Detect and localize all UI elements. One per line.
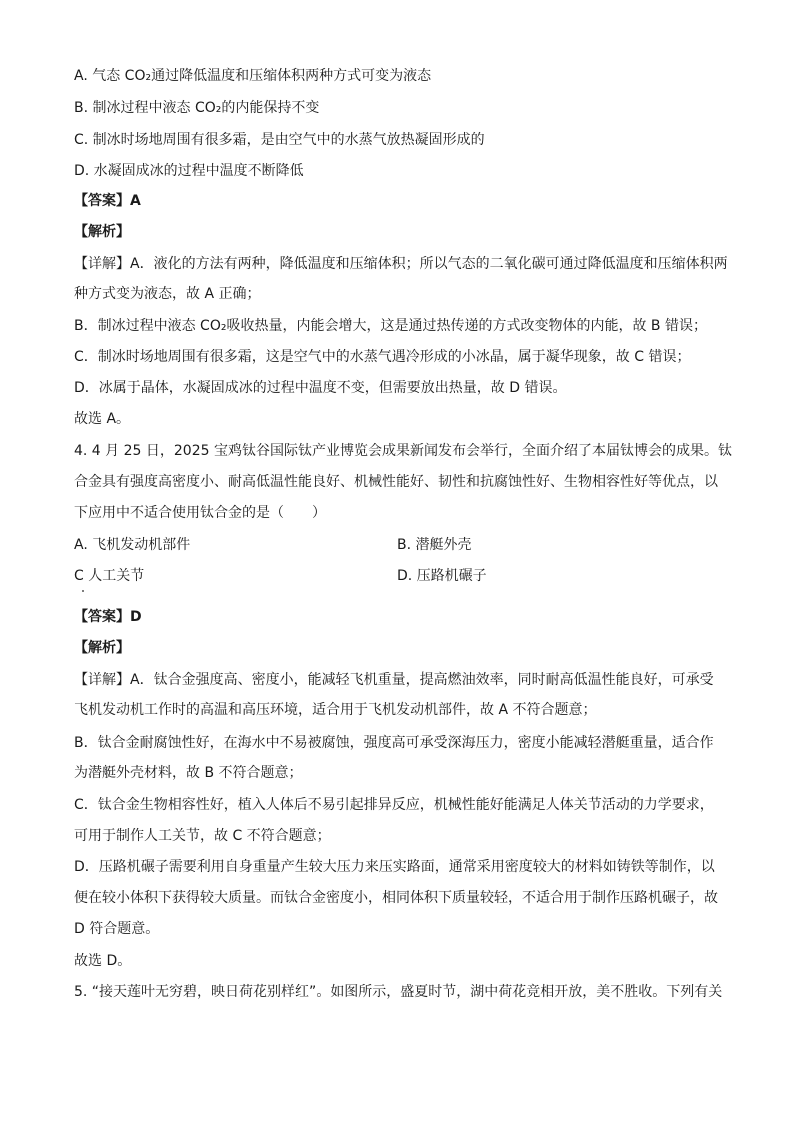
- q3-analysis-heading: 【解析】: [74, 224, 130, 240]
- q4-detail-line: 可用于制作人工关节，故 C 不符合题意；: [74, 828, 331, 844]
- q3-option-d: D. 水凝固成冰的过程中温度不断降低: [74, 163, 304, 179]
- q4-option-d: D. 压路机碾子: [397, 568, 487, 584]
- q4-detail-line: B．钛合金耐腐蚀性好，在海水中不易被腐蚀，强度高可承受深海压力，密度小能减轻潜艇重量，适合作: [74, 735, 714, 751]
- q4-detail-line: C．钛合金生物相容性好，植入人体后不易引起排异反应，机械性能好能满足人体关节活动的力学要求，: [74, 797, 714, 813]
- q4-option-c: C 人工关节: [74, 568, 145, 584]
- q3-detail-line: C．制冰时场地周围有很多霜，这是空气中的水蒸气遇冷形成的小冰晶，属于凝华现象，故 C 错误；: [74, 349, 691, 365]
- q3-detail-line: B．制冰过程中液态 CO₂吸收热量，内能会增大，这是通过热传递的方式改变物体的内能，故 B 错误；: [74, 318, 707, 334]
- q4-conclusion: 故选 D。: [74, 953, 132, 969]
- q4-analysis-heading: 【解析】: [74, 640, 130, 656]
- q3-detail-line: 【详解】A．液化的方法有两种，降低温度和压缩体积；所以气态的二氧化碳可通过降低温度和压缩体积两: [74, 256, 728, 272]
- q3-detail-line: 种方式变为液态，故 A 正确；: [74, 286, 261, 302]
- q3-answer: 【答案】A: [74, 193, 141, 209]
- stray-dot: [82, 590, 84, 592]
- q4-detail-line: D 符合题意。: [74, 921, 160, 937]
- q4-detail-line: 【详解】A．钛合金强度高、密度小，能减轻飞机重量，提高燃油效率，同时耐高低温性能良好，可承受: [74, 672, 714, 688]
- q4-detail-line: 便在较小体积下获得较大质量。而钛合金密度小，相同体积下质量较轻，不适合用于制作压路机碾子，故: [74, 890, 718, 906]
- q4-detail-line: D．压路机碾子需要利用自身重量产生较大压力来压实路面，通常采用密度较大的材料如铸铁等制作，以: [74, 859, 715, 875]
- q3-option-a: A. 气态 CO₂通过降低温度和压缩体积两种方式可变为液态: [74, 68, 432, 84]
- q4-answer: 【答案】D: [74, 609, 142, 625]
- q4-stem-line: 4. 4 月 25 日，2025 宝鸡钛谷国际钛产业博览会成果新闻发布会举行，全面介绍了本届钛博会的成果。钛: [74, 443, 732, 459]
- q4-detail-line: 为潜艇外壳材料，故 B 不符合题意；: [74, 765, 303, 781]
- q4-stem-line: 下应用中不适合使用钛合金的是（ ）: [74, 505, 326, 521]
- q4-option-b: B. 潜艇外壳: [397, 537, 472, 553]
- q5-stem-line: 5. “接天莲叶无穷碧，映日荷花别样红”。如图所示，盛夏时节，湖中荷花竞相开放，美不胜收。下列有关: [74, 984, 723, 1000]
- q4-option-a: A. 飞机发动机部件: [74, 537, 191, 553]
- q4-detail-line: 飞机发动机工作时的高温和高压环境，适合用于飞机发动机部件，故 A 不符合题意；: [74, 702, 597, 718]
- q4-stem-line: 合金具有强度高密度小、耐高低温性能良好、机械性能好、韧性和抗腐蚀性好、生物相容性好等优点，以: [74, 474, 718, 490]
- q3-detail-line: D．冰属于晶体，水凝固成冰的过程中温度不变，但需要放出热量，故 D 错误。: [74, 380, 567, 396]
- q3-option-b: B. 制冰过程中液态 CO₂的内能保持不变: [74, 100, 320, 116]
- q3-option-c: C. 制冰时场地周围有很多霜，是由空气中的水蒸气放热凝固形成的: [74, 132, 485, 148]
- q3-conclusion: 故选 A。: [74, 411, 131, 427]
